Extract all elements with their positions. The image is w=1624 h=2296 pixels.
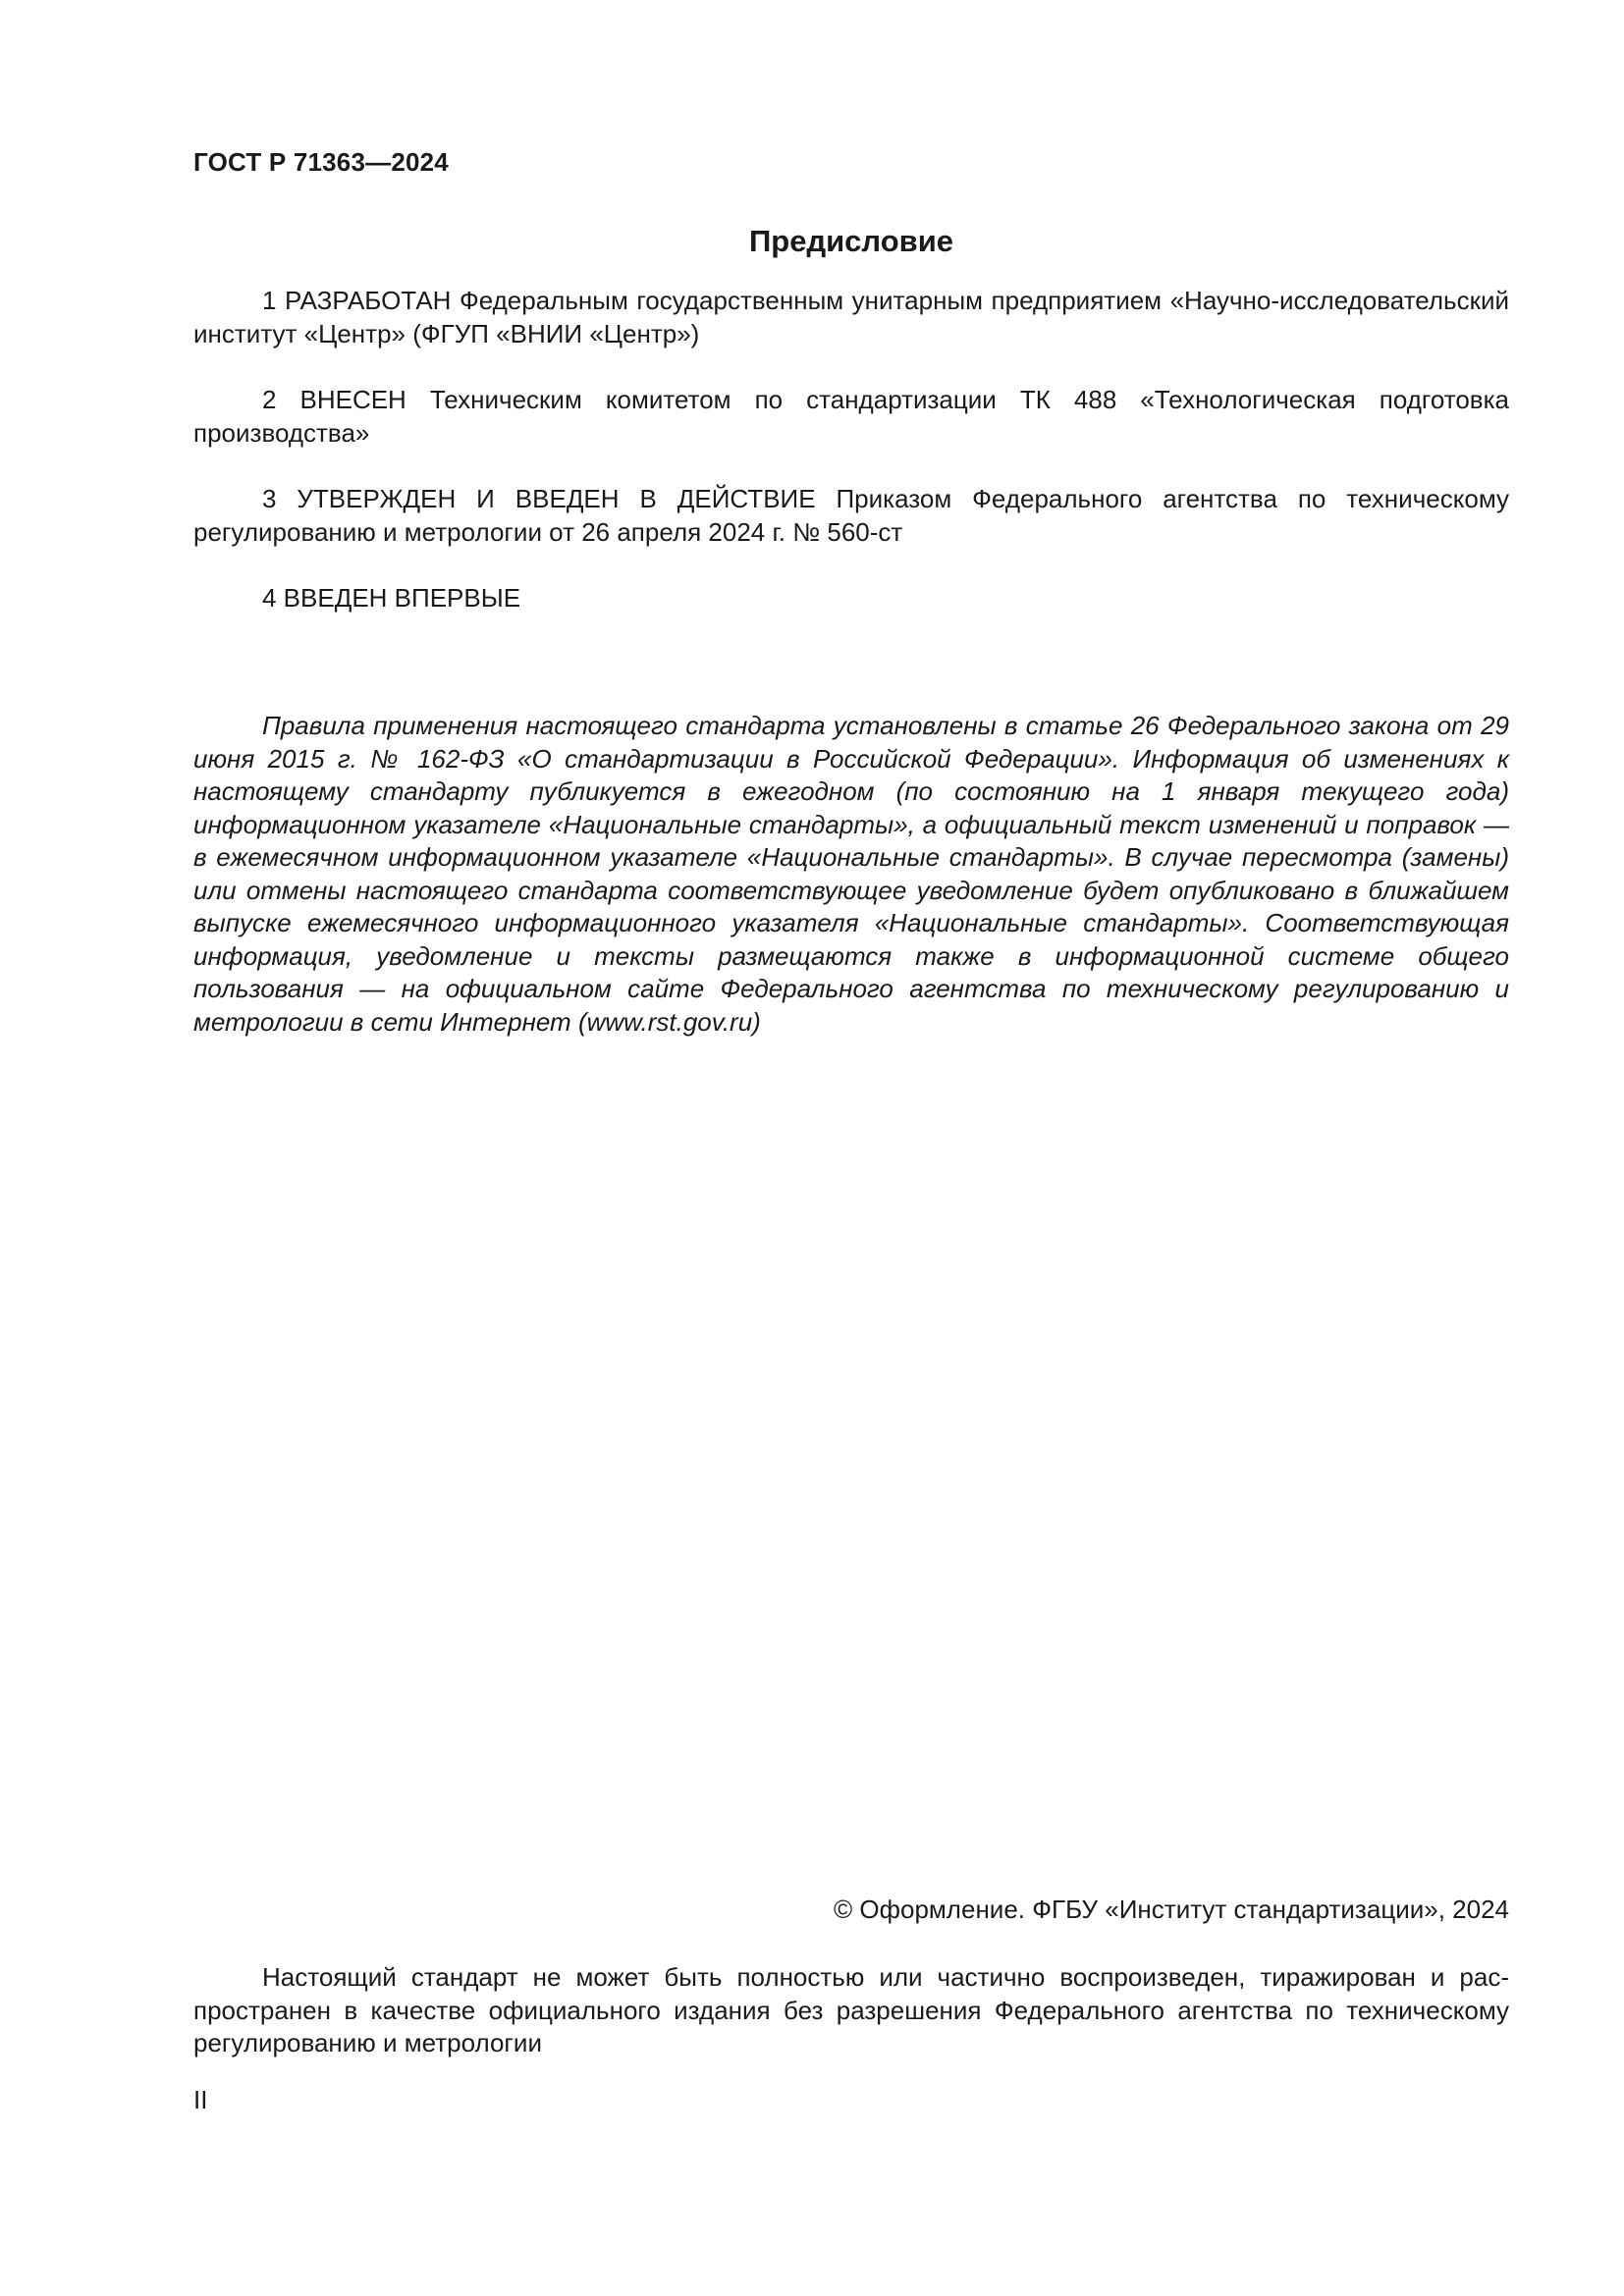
standard-code: ГОСТ Р 71363—2024 — [193, 147, 449, 177]
copyright-line: © Оформление. ФГБУ «Институт стандартизации», 2024 — [834, 1895, 1509, 1924]
foreword-item-first-introduced: 4 ВВЕДЕН ВПЕРВЫЕ — [262, 583, 521, 613]
application-rules-notice: Правила применения настоящего стандарта установлены в статье 26 Федерального закона от 29 июня 2015 г. № 162-ФЗ «О стандартизации в Российской Федерации». Информация об изменениях к настоящему стандарту публикуется в ежегодном (по состоянию на 1 января текущего года) информационном указателе «Национальные стандарты», а официальный текст изменений и поправок — в ежемесячном информационном указателе «Национальные стандарты». В случае пересмотра (замены) или отмены настоящего стандарта соответствующее уведомление будет опубликовано в ближайшем выпуске ежемесячного информационного указателя «Национальные стандарты». Соответствующая информация, уведомление и тексты размещаются также в информационной системе общего пользования — на официальном сайте Федерального агентства по техническому регулированию и метрологии в сети Интернет (www.rst.gov.ru) — [193, 711, 1509, 1037]
foreword-item-developed: 1 РАЗРАБОТАН Федеральным государственным унитарным предприятием «Научно-исследовательский институт «Центр» (ФГУП «ВНИИ «Центр») — [193, 286, 1509, 348]
page-number: II — [193, 2085, 208, 2114]
foreword-item-approved: 3 УТВЕРЖДЕН И ВВЕДЕН В ДЕЙСТВИЕ Приказом Федерального агентства по техническому регулированию и метрологии от 26 апреля 2024 г. № 560-ст — [193, 484, 1509, 547]
reproduction-restriction: Настоящий стандарт не может быть полностью или частично воспроизведен, тиражирован и распространен в качестве официального издания без разрешения Федерального агентства по техническому регулированию и метрологии — [193, 1962, 1509, 2057]
foreword-item-introduced: 2 ВНЕСЕН Техническим комитетом по стандартизации ТК 488 «Технологическая подготовка производства» — [193, 385, 1509, 448]
page-title: Предисловие — [748, 224, 953, 258]
